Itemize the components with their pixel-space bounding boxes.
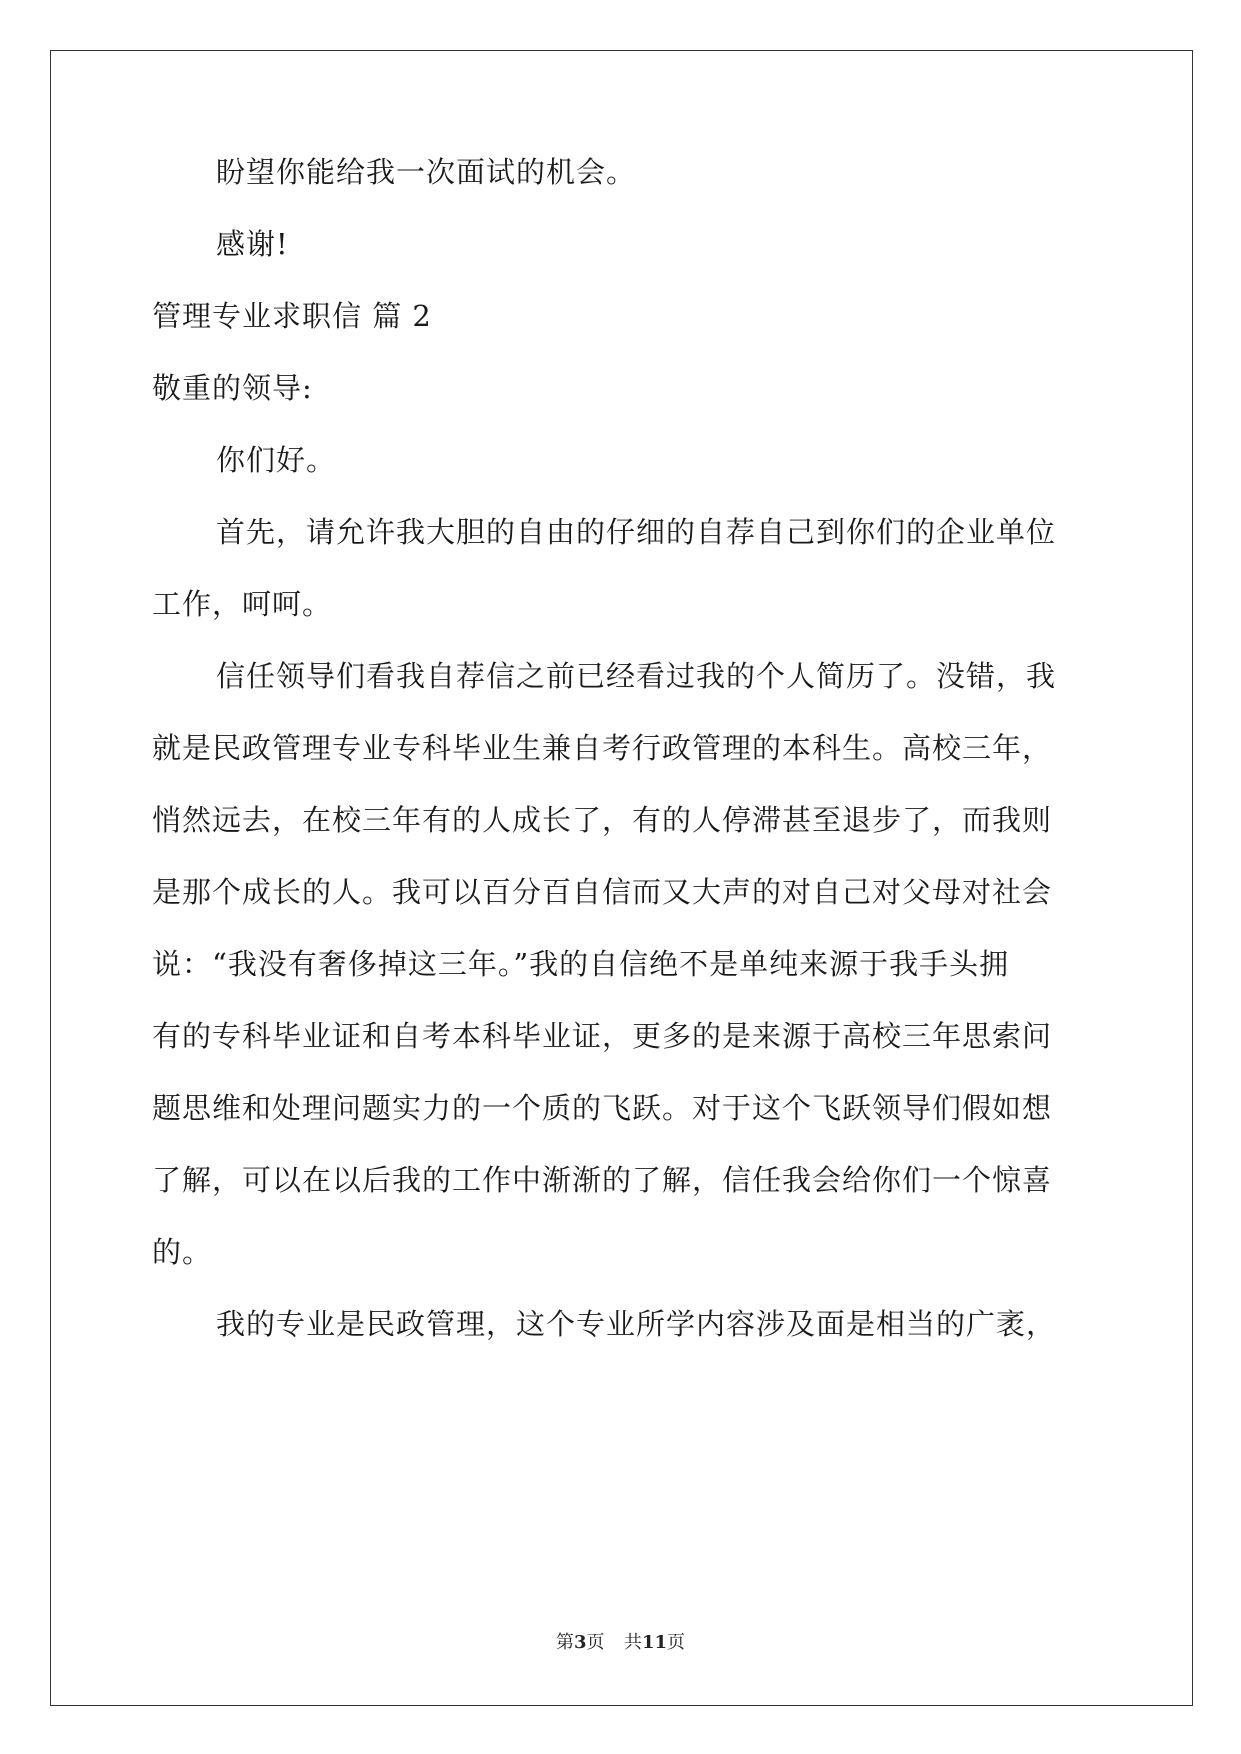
footer-suffix: 页: [667, 1632, 686, 1653]
footer-total-pages: 11: [641, 1632, 668, 1653]
paragraph-line: 说：“我没有奢侈掉这三年。”我的自信绝不是单纯来源于我手头拥: [152, 947, 1010, 981]
paragraph-line: 首先，请允许我大胆的自由的仔细的自荐自己到你们的企业单位: [216, 515, 1057, 549]
page-footer: [0, 1628, 1241, 1654]
footer-middle: 页 共: [586, 1632, 642, 1653]
salutation: 敬重的领导:: [152, 371, 313, 405]
paragraph-line: 工作，呵呵。: [152, 587, 333, 621]
paragraph-line: 悄然远去，在校三年有的人成长了，有的人停滞甚至退步了，而我则: [152, 803, 1053, 837]
paragraph-line: 了解，可以在以后我的工作中渐渐的了解，信任我会给你们一个惊喜: [152, 1163, 1053, 1197]
paragraph-line: 信任领导们看我自荐信之前已经看过我的个人简历了。没错，我: [216, 659, 1057, 693]
footer-page-number: 3: [573, 1632, 587, 1653]
paragraph-line: 盼望你能给我一次面试的机会。: [216, 155, 637, 189]
section-heading: 管理专业求职信 篇 2: [152, 299, 432, 333]
paragraph-line: 你们好。: [216, 443, 337, 477]
paragraph-line: 是那个成长的人。我可以百分百自信而又大声的对自己对父母对社会: [152, 875, 1053, 909]
paragraph-line: 有的专科毕业证和自考本科毕业证，更多的是来源于高校三年思索问: [152, 1019, 1053, 1053]
footer-prefix: 第: [555, 1632, 574, 1653]
paragraph-line: 的。: [152, 1235, 213, 1269]
paragraph-line: 感谢!: [216, 227, 289, 261]
paragraph-line: 我的专业是民政管理，这个专业所学内容涉及面是相当的广袤，: [216, 1307, 1057, 1341]
paragraph-line: 题思维和处理问题实力的一个质的飞跃。对于这个飞跃领导们假如想: [152, 1091, 1053, 1125]
paragraph-line: 就是民政管理专业专科毕业生兼自考行政管理的本科生。高校三年，: [152, 731, 1053, 765]
